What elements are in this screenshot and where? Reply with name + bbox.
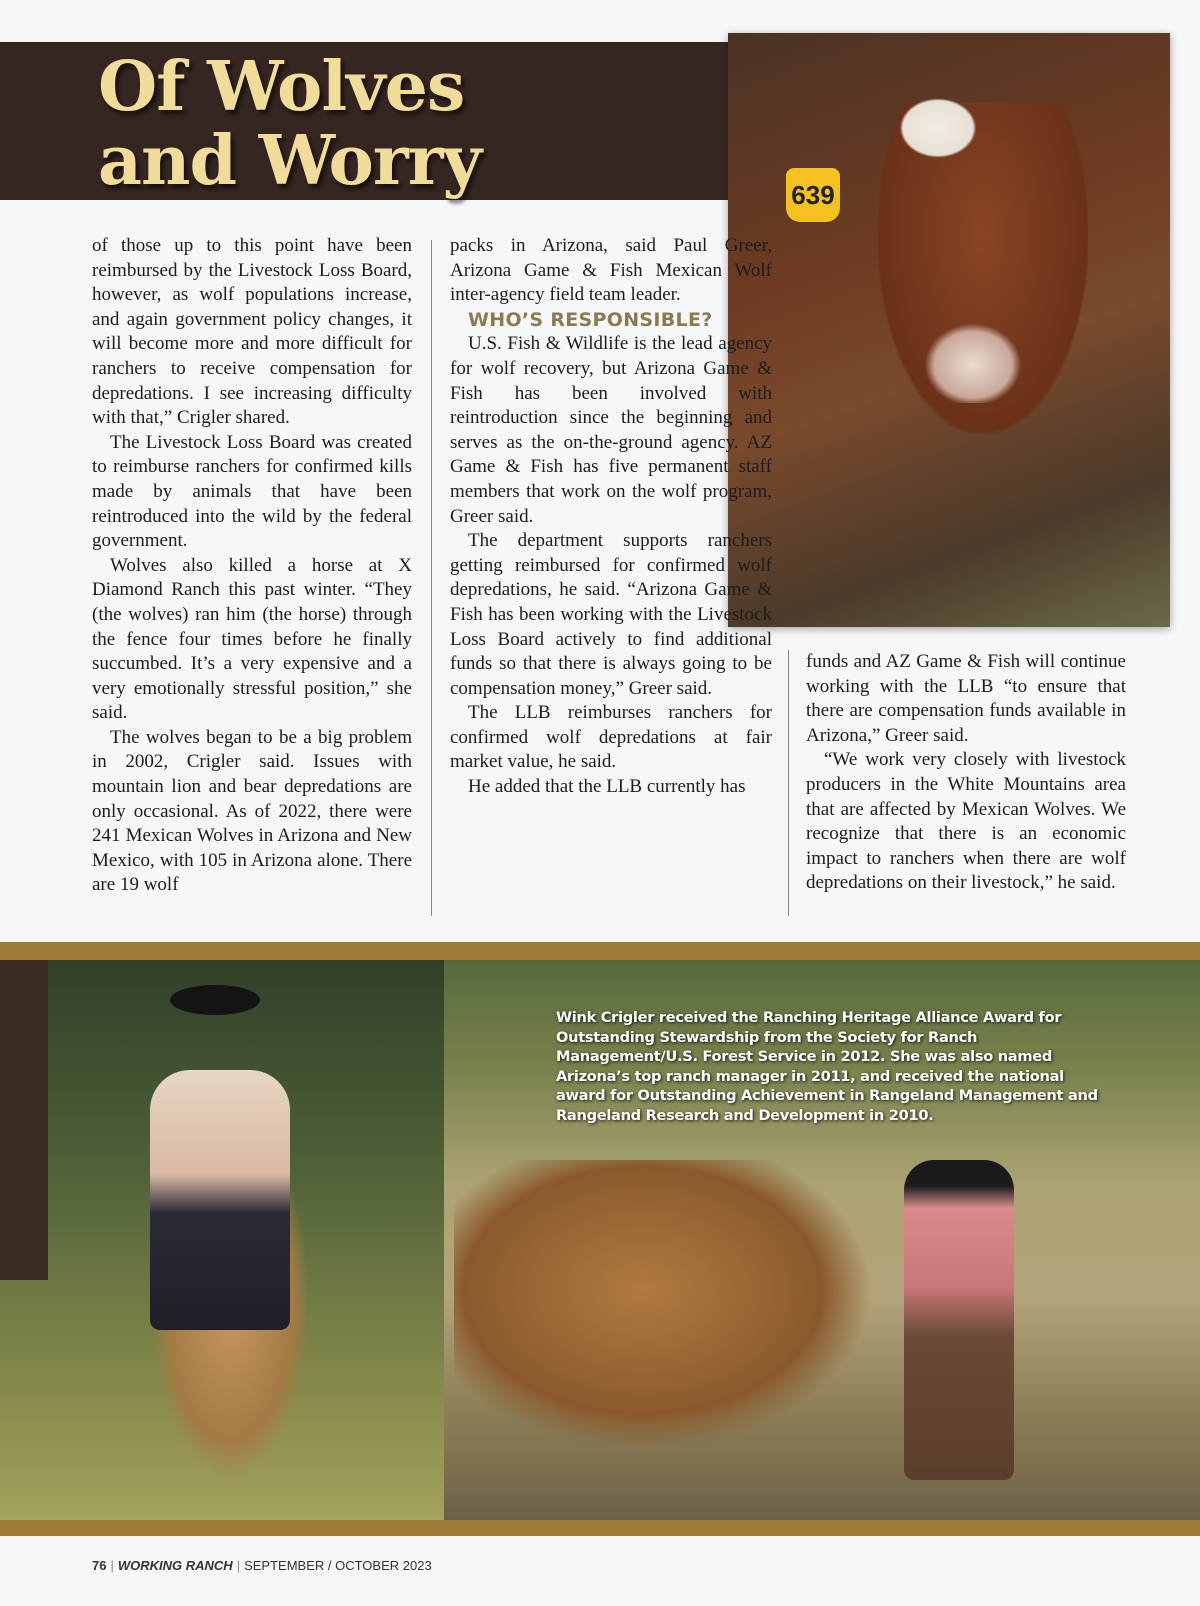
rider bbox=[150, 1070, 290, 1330]
column-3 bbox=[806, 650, 1126, 896]
photo-caption: Wink Crigler received the Ranching Heritage Alliance Award for Outstanding Stewardship from the Society for Ranch Management/U.S. Forest Service in 2012. She was also named Arizona’s top ranch manager in 2011, and received the national award for Outstanding Achievement in Rangeland Management and Rangeland Research and Development in 2010. bbox=[556, 1009, 1098, 1124]
article-title bbox=[98, 47, 482, 201]
issue-date: SEPTEMBER / OCTOBER 2023 bbox=[244, 1558, 432, 1573]
paragraph: funds and AZ Game & Fish will continue working with the LLB “to ensure that there are compensation funds available in Arizona,” Greer said. bbox=[806, 651, 1126, 746]
saddled-horse bbox=[454, 1160, 874, 1450]
footer-separator: | bbox=[236, 1558, 241, 1573]
cow-muzzle bbox=[918, 318, 1028, 403]
paragraph: “We work very closely with livestock producers in the White Mountains area that are affected by Mexican Wolves. We recognize that there is an economic impact to ranchers when there are wolf depredations on their livestock,” he said. bbox=[806, 749, 1126, 894]
paragraph: The department supports ranchers getting reimbursed for confirmed wolf depredations, he said. “Arizona Game & Fish has been working with the Livestock Loss Board actively to find additional funds so that there is always going to be compensation money,” Greer said. bbox=[450, 530, 772, 699]
page-number: 76 bbox=[92, 1558, 107, 1573]
ear-tag: 639 bbox=[786, 168, 840, 222]
title-line-2: and Worry bbox=[98, 121, 482, 201]
rider-photo bbox=[0, 960, 444, 1520]
column-divider bbox=[788, 650, 789, 916]
column-1 bbox=[92, 234, 412, 898]
cow-blaze bbox=[893, 93, 983, 163]
title-line-1: Of Wolves bbox=[98, 47, 465, 127]
footer-separator: | bbox=[110, 1558, 114, 1573]
magazine-name: WORKING RANCH bbox=[117, 1558, 233, 1573]
paragraph: of those up to this point have been reimbursed by the Livestock Loss Board, however, as wolf populations increase, and again government policy changes, it will become more and more difficult for ranchers to receive compensation for depredations. I see increasing difficulty with that,” Crigler shared. bbox=[92, 235, 412, 429]
paragraph: Wolves also killed a horse at X Diamond Ranch this past winter. “They (the wolves) ran him (the horse) through the fence four times before he finally succumbed. It’s a very expensive and a very emotionally stressful position,” she said. bbox=[92, 554, 412, 724]
paragraph: The Livestock Loss Board was created to reimburse ranchers for confirmed kills made by animals that have been reintroduced into the wild by the federal government. bbox=[92, 431, 412, 552]
photo-band-bottom bbox=[0, 1520, 1200, 1536]
paragraph: The LLB reimburses ranchers for confirmed wolf depredations at fair market value, he said. bbox=[450, 702, 772, 773]
section-subhead: WHO’S RESPONSIBLE? bbox=[468, 308, 713, 331]
paragraph: U.S. Fish & Wildlife is the lead agency for wolf recovery, but Arizona Game & Fish has been involved with reintroduction since the beginning and serves as the on-the-ground agency. AZ Game & Fish has five permanent staff members that work on the wolf program, Greer said. bbox=[450, 333, 772, 527]
cow-photo bbox=[728, 33, 1170, 627]
page-footer bbox=[92, 1558, 432, 1573]
paragraph: packs in Arizona, said Paul Greer, Arizona Game & Fish Mexican Wolf inter-agency field team leader. bbox=[450, 235, 772, 306]
cowboy-hat bbox=[170, 985, 260, 1015]
paragraph: The wolves began to be a big problem in 2002, Crigler said. Issues with mountain lion and bear depredations are only occasional. As of 2022, there were 241 Mexican Wolves in Arizona and New Mexico, with 105 in Arizona alone. There are 19 wolf bbox=[92, 726, 412, 896]
tree-trunk bbox=[0, 960, 48, 1280]
paragraph: He added that the LLB currently has bbox=[468, 776, 746, 798]
column-divider bbox=[431, 240, 432, 916]
rancher-woman bbox=[904, 1160, 1014, 1480]
photo-band-top bbox=[0, 942, 1200, 960]
column-2 bbox=[450, 234, 772, 800]
